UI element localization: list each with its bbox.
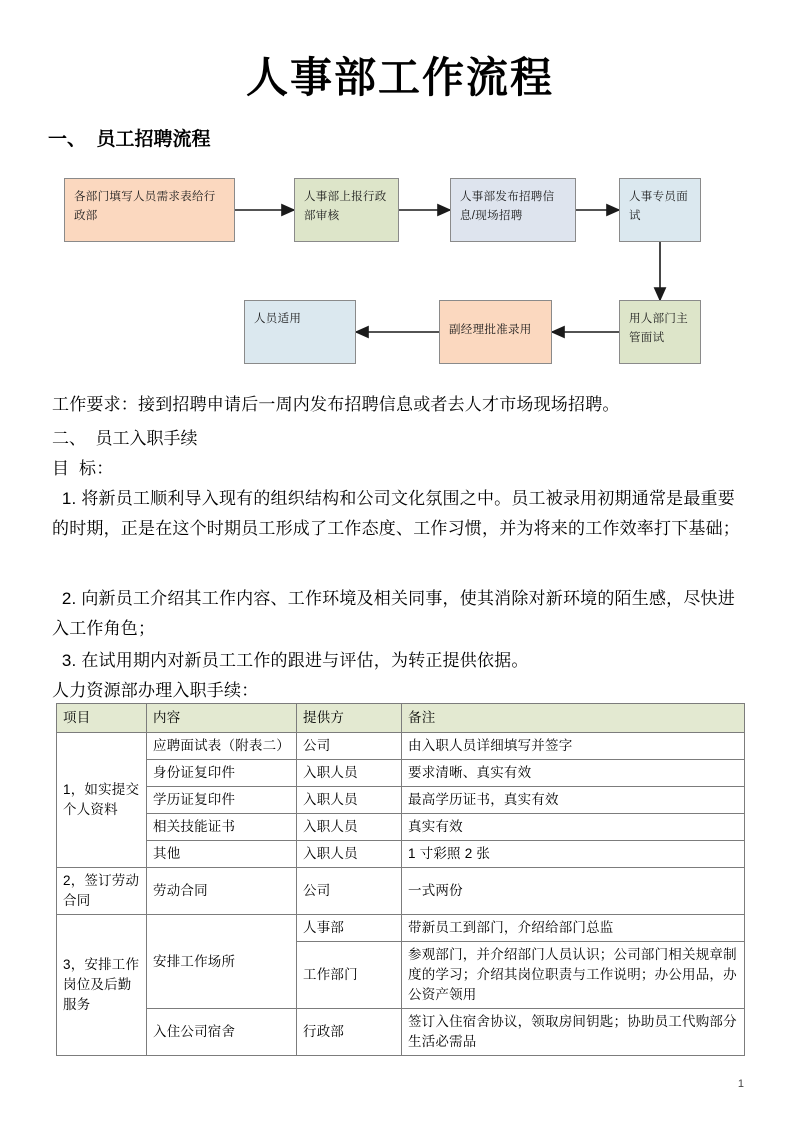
onboarding-table xyxy=(56,703,745,1056)
flow-node-label: 人员适用 xyxy=(254,313,302,325)
flow-node-hiring-dept-interview xyxy=(619,300,701,364)
table-cell-item-3: 3，安排工作岗位及后勤服务 xyxy=(57,915,147,1056)
table-cell-remark: 要求清晰、真实有效 xyxy=(402,760,745,787)
table-header-remark: 备注 xyxy=(402,704,745,733)
table-cell-remark: 参观部门，并介绍部门人员认识；公司部门相关规章制度的学习；介绍其岗位职责与工作说明；办公用品，办公资产领用 xyxy=(402,942,745,1009)
flow-node-department-request xyxy=(64,178,235,242)
table-cell-provider: 工作部门 xyxy=(297,942,402,1009)
table-cell-content: 安排工作场所 xyxy=(147,915,297,1009)
table-row xyxy=(57,1009,745,1056)
table-cell-provider: 入职人员 xyxy=(297,841,402,868)
flow-node-label: 人事专员面试 xyxy=(629,191,688,222)
table-row xyxy=(57,814,745,841)
flow-node-hr-report xyxy=(294,178,399,242)
table-caption: 人力资源部办理入职手续： xyxy=(52,681,259,700)
table-header-content: 内容 xyxy=(147,704,297,733)
flow-node-label: 副经理批准录用 xyxy=(449,324,532,336)
table-cell-item-2: 2，签订劳动合同 xyxy=(57,868,147,915)
flow-node-staff-onboard xyxy=(244,300,356,364)
flow-node-publish-recruitment xyxy=(450,178,576,242)
flow-node-hr-specialist-interview xyxy=(619,178,701,242)
flow-node-deputy-manager-approval xyxy=(439,300,552,364)
table-row xyxy=(57,841,745,868)
table-cell-provider: 入职人员 xyxy=(297,787,402,814)
table-cell-content: 学历证复印件 xyxy=(147,787,297,814)
table-header-provider: 提供方 xyxy=(297,704,402,733)
page-title: 人事部工作流程 xyxy=(245,54,554,101)
table-row xyxy=(57,733,745,760)
table-cell-remark: 一式两份 xyxy=(402,868,745,915)
table-cell-content: 其他 xyxy=(147,841,297,868)
goal-item-3: 3. 在试用期内对新员工工作的跟进与评估，为转正提供依据。 xyxy=(52,651,529,670)
section-heading-recruitment: 一、 员工招聘流程 xyxy=(48,129,211,150)
table-cell-content: 入住公司宿舍 xyxy=(147,1009,297,1056)
table-cell-remark: 带新员工到部门，介绍给部门总监 xyxy=(402,915,745,942)
table-cell-remark: 1 寸彩照 2 张 xyxy=(402,841,745,868)
table-cell-content: 相关技能证书 xyxy=(147,814,297,841)
table-cell-provider: 公司 xyxy=(297,868,402,915)
flow-node-label: 人事部上报行政部审核 xyxy=(304,191,387,222)
goal-item-2: 2. 向新员工介绍其工作内容、工作环境及相关同事，使其消除对新环境的陌生感，尽快进入工作角色； xyxy=(52,589,735,638)
table-cell-remark: 真实有效 xyxy=(402,814,745,841)
table-cell-content: 劳动合同 xyxy=(147,868,297,915)
table-cell-remark: 由入职人员详细填写并签字 xyxy=(402,733,745,760)
table-cell-remark: 签订入住宿舍协议，领取房间钥匙；协助员工代购部分生活必需品 xyxy=(402,1009,745,1056)
page-number: 1 xyxy=(737,1078,744,1090)
table-header-item: 项目 xyxy=(57,704,147,733)
section-heading-onboarding: 二、 员工入职手续 xyxy=(52,429,198,448)
work-requirement-text: 工作要求：接到招聘申请后一周内发布招聘信息或者去人才市场现场招聘。 xyxy=(52,395,620,414)
table-cell-content: 应聘面试表（附表二） xyxy=(147,733,297,760)
table-cell-content: 身份证复印件 xyxy=(147,760,297,787)
table-row xyxy=(57,760,745,787)
flow-node-label: 人事部发布招聘信息/现场招聘 xyxy=(460,191,555,222)
flow-node-label: 用人部门主管面试 xyxy=(629,313,688,344)
table-cell-provider: 公司 xyxy=(297,733,402,760)
table-cell-provider: 行政部 xyxy=(297,1009,402,1056)
goal-item-1: 1. 将新员工顺利导入现有的组织结构和公司文化氛围之中。员工被录用初期通常是最重要的时期，正是在这个时期员工形成了工作态度、工作习惯，并为将来的工作效率打下基础； xyxy=(52,489,740,538)
table-cell-item-1: 1，如实提交个人资料 xyxy=(57,733,147,868)
table-cell-provider: 入职人员 xyxy=(297,814,402,841)
onboarding-table-wrap xyxy=(56,703,744,1056)
table-cell-remark: 最高学历证书，真实有效 xyxy=(402,787,745,814)
goal-label: 目 标： xyxy=(52,459,114,478)
table-cell-provider: 入职人员 xyxy=(297,760,402,787)
table-header-row xyxy=(57,704,745,733)
flow-node-label: 各部门填写人员需求表给行政部 xyxy=(74,191,216,222)
table-row xyxy=(57,868,745,915)
table-row xyxy=(57,915,745,942)
table-cell-provider: 人事部 xyxy=(297,915,402,942)
table-row xyxy=(57,787,745,814)
